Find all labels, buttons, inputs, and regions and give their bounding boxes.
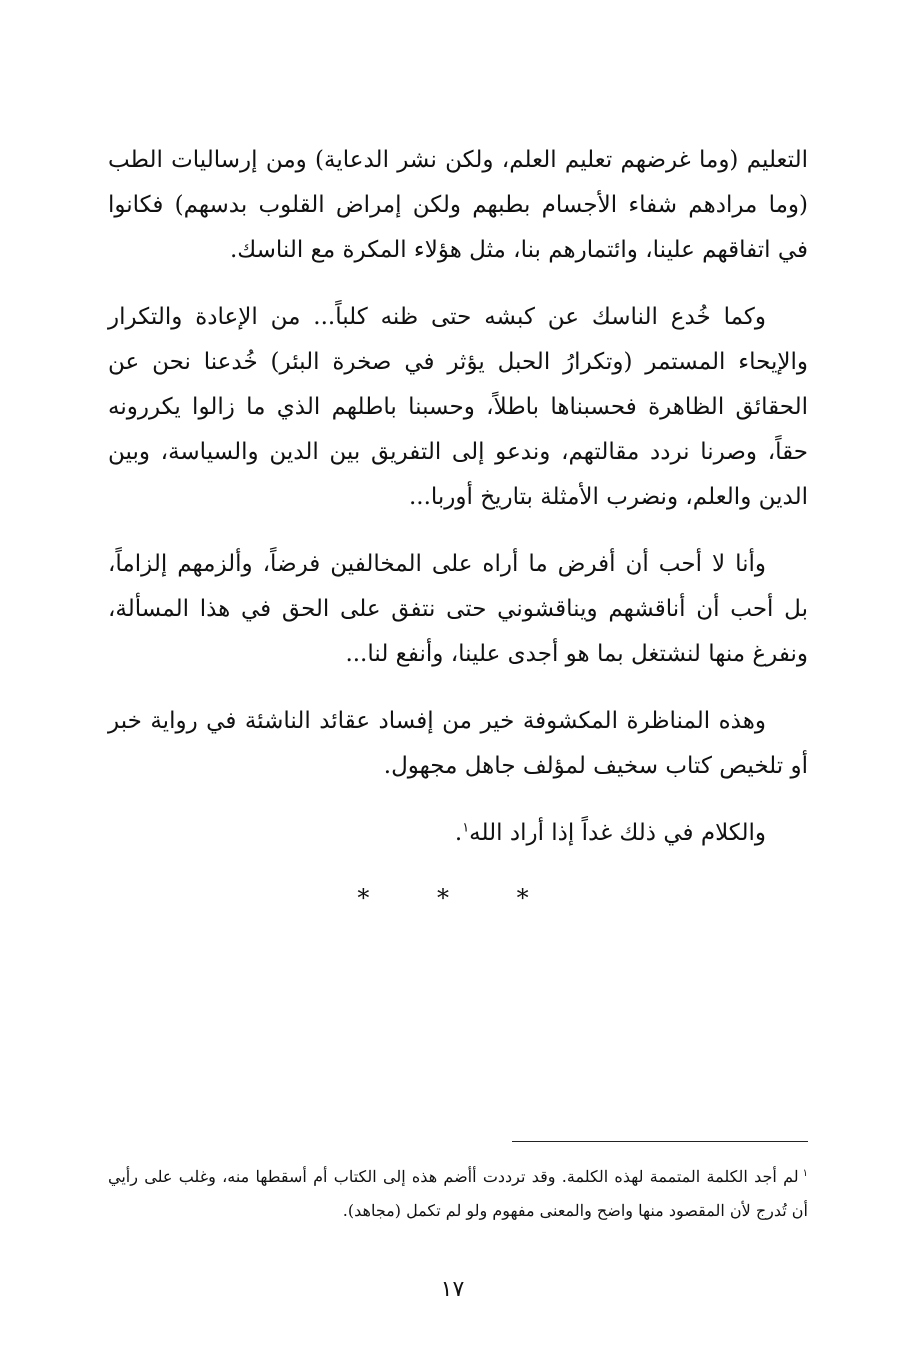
page-number: ١٧: [440, 1277, 465, 1302]
footnote-reference[interactable]: ١: [462, 820, 470, 836]
body-text: [108, 138, 808, 856]
footnote: [108, 1160, 808, 1228]
closing-text: والكلام في ذلك غداً إذا أراد الله: [469, 820, 766, 846]
paragraph-4: وهذه المناظرة المكشوفة خير من إفساد عقائد الناشئة في رواية خبر أو تلخيص كتاب سخيف لمؤلف جاهل مجهول.: [108, 708, 808, 779]
paragraph-3: وأنا لا أحب أن أفرض ما أراه على المخالفين فرضاً، وألزمهم إلزاماً، بل أحب أن أناقشهم ويناقشوني حتى نتفق على الحق في هذا المسألة، ونفرغ منها لنشتغل بما هو أجدى علينا، وأنفع لنا...: [108, 551, 808, 667]
footnote-mark: ١: [802, 1167, 809, 1179]
closing-period: .: [454, 820, 463, 846]
paragraph-1: التعليم (وما غرضهم تعليم العلم، ولكن نشر الدعاية) ومن إرساليات الطب (وما مرادهم شفاء الأجسام بطبهم ولكن إمراض القلوب بدسهم) فكانوا في اتفاقهم علينا، وائتمارهم بنا، مثل هؤلاء المكرة مع الناسك.: [108, 147, 808, 263]
closing-paragraph: [108, 811, 808, 856]
paragraph-2: وكما خُدع الناسك عن كبشه حتى ظنه كلباً... من الإعادة والتكرار والإيحاء المستمر (وتكرارُ الحبل يؤثر في صخرة البئر) خُدعنا نحن عن الحقائق الظاهرة فحسبناها باطلاً، وحسبنا باطلهم الذي ما زالوا يكررونه حقاً، وصرنا نردد مقالتهم، وندعو إلى التفريق بين الدين والسياسة، وبين الدين والعلم، ونضرب الأمثلة بتاريخ أوربا...: [108, 304, 808, 510]
footnote-divider: [512, 1141, 808, 1142]
footnote-text: لم أجد الكلمة المتممة لهذه الكلمة. وقد ترددت أأضم هذه إلى الكتاب أم أسقطها منه، وغلب على رأيي أن تُدرج لأن المقصود منها واضح والمعنى مفهوم ولو لم تكمل (مجاهد).: [108, 1167, 808, 1220]
section-separator: * * *: [357, 884, 559, 912]
